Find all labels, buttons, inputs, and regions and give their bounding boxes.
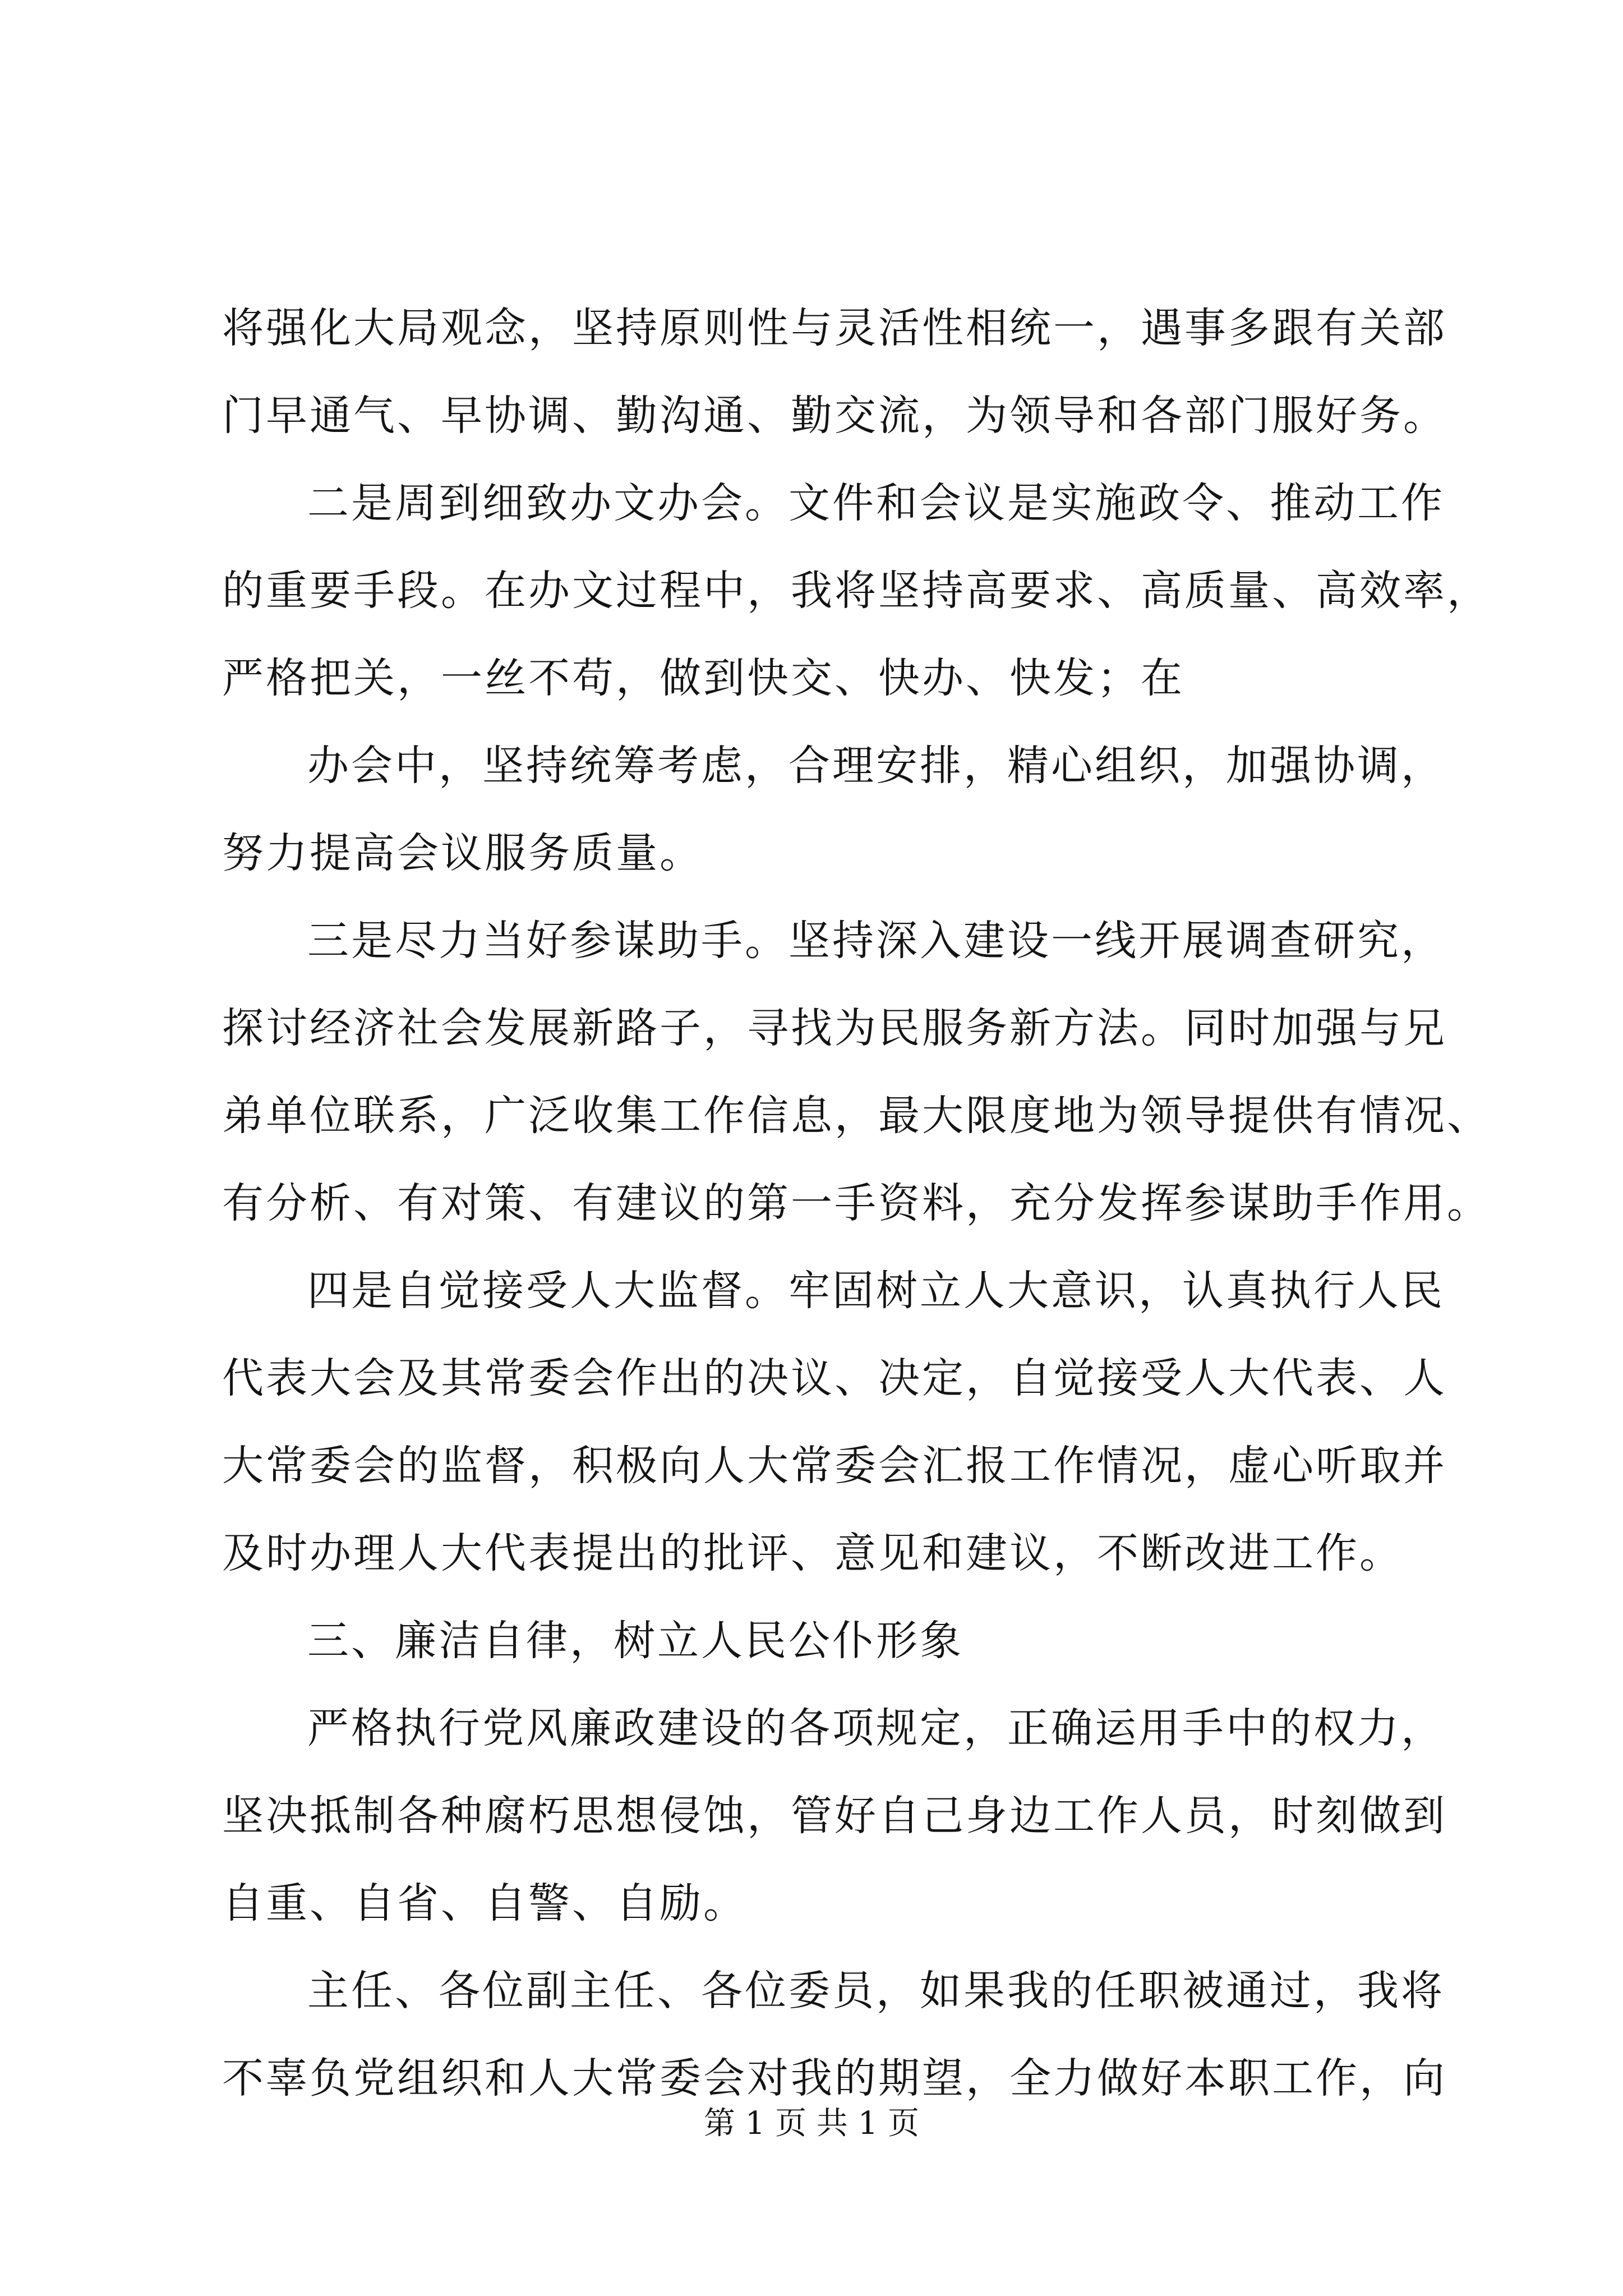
- text-line: 不辜负党组织和人大常委会对我的期望，全力做好本职工作，向: [222, 2054, 1447, 2102]
- page-footer: 第 1 页 共 1 页: [703, 2105, 920, 2142]
- text-line: 严格把关，一丝不苟，做到快交、快办、快发；在: [222, 654, 1184, 702]
- section-heading: 三、廉洁自律，树立人民公仆形象: [307, 1617, 963, 1665]
- text-line: 坚决抵制各种腐朽思想侵蚀，管好自己身边工作人员，时刻做到: [222, 1792, 1447, 1840]
- text-line: 弟单位联系，广泛收集工作信息，最大限度地为领导提供有情况、: [222, 1092, 1491, 1140]
- text-line: 二是周到细致办文办会。文件和会议是实施政令、推动工作: [307, 479, 1445, 527]
- text-line: 努力提高会议服务质量。: [222, 829, 703, 877]
- text-line: 三是尽力当好参谋助手。坚持深入建设一线开展调查研究，: [307, 917, 1445, 965]
- text-line: 办会中，坚持统筹考虑，合理安排，精心组织，加强协调，: [307, 742, 1445, 790]
- text-line: 将强化大局观念，坚持原则性与灵活性相统一，遇事多跟有关部: [222, 304, 1447, 352]
- text-line: 自重、自省、自警、自励。: [222, 1879, 747, 1927]
- text-line: 及时办理人大代表提出的批评、意见和建议，不断改进工作。: [222, 1529, 1403, 1577]
- text-line: 的重要手段。在办文过程中，我将坚持高要求、高质量、高效率，: [222, 567, 1491, 615]
- text-line: 门早通气、早协调、勤沟通、勤交流，为领导和各部门服好务。: [222, 392, 1447, 440]
- text-line: 有分析、有对策、有建议的第一手资料，充分发挥参谋助手作用。: [222, 1179, 1491, 1227]
- text-line: 探讨经济社会发展新路子，寻找为民服务新方法。同时加强与兄: [222, 1004, 1447, 1052]
- text-line: 代表大会及其常委会作出的决议、决定，自觉接受人大代表、人: [222, 1354, 1447, 1402]
- text-line: 四是自觉接受人大监督。牢固树立人大意识，认真执行人民: [307, 1267, 1445, 1315]
- text-line: 严格执行党风廉政建设的各项规定，正确运用手中的权力，: [307, 1704, 1445, 1752]
- text-line: 大常委会的监督，积极向人大常委会汇报工作情况，虚心听取并: [222, 1442, 1447, 1490]
- text-line: 主任、各位副主任、各位委员，如果我的任职被通过，我将: [307, 1967, 1445, 2015]
